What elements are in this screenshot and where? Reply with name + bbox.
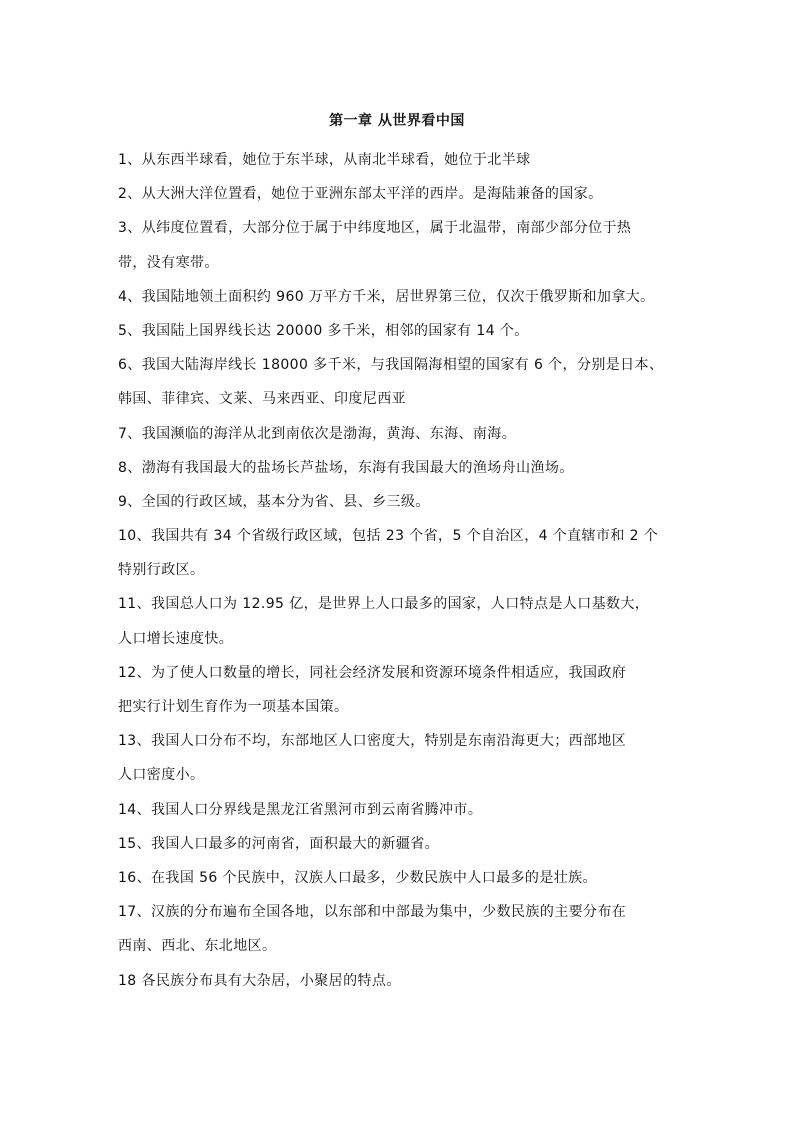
text-line: 5、我国陆上国界线长达 20000 多千米，相邻的国家有 14 个。 — [118, 322, 529, 339]
text-line: 16、在我国 56 个民族中，汉族人口最多，少数民族中人口最多的是壮族。 — [118, 869, 597, 886]
text-line: 14、我国人口分界线是黑龙江省黑河市到云南省腾冲市。 — [118, 801, 483, 818]
text-line: 12、为了使人口数量的增长，同社会经济发展和资源环境条件相适应，我国政府 — [118, 664, 627, 681]
text-line: 10、我国共有 34 个省级行政区域，包括 23 个省，5 个自治区，4 个直辖市和 2 个 — [118, 528, 659, 545]
chapter-title: 第一章 从世界看中国 — [329, 113, 465, 129]
text-line: 18 各民族分布具有大杂居，小聚居的特点。 — [118, 972, 401, 989]
text-line: 7、我国濒临的海洋从北到南依次是渤海，黄海、东海、南海。 — [118, 425, 517, 442]
text-line: 把实行计划生育作为一项基本国策。 — [118, 699, 349, 715]
text-line: 13、我国人口分布不均，东部地区人口密度大，特别是东南沿海更大；西部地区 — [118, 733, 627, 750]
text-line: 3、从纬度位置看，大部分位于属于中纬度地区，属于北温带，南部少部分位于热 — [118, 220, 632, 237]
text-line: 人口增长速度快。 — [118, 630, 234, 647]
text-line: 8、渤海有我国最大的盐场长芦盐场，东海有我国最大的渔场舟山渔场。 — [118, 459, 574, 476]
text-line: 15、我国人口最多的河南省，面积最大的新疆省。 — [118, 835, 440, 852]
text-line: 人口密度小。 — [118, 767, 205, 784]
text-line: 17、汉族的分布遍布全国各地，以东部和中部最为集中，少数民族的主要分布在 — [118, 904, 627, 921]
text-line: 11、我国总人口为 12.95 亿，是世界上人口最多的国家，人口特点是人口基数大， — [118, 596, 650, 613]
content-body — [118, 143, 688, 998]
text-line: 带，没有寒带。 — [118, 254, 219, 271]
text-line: 韩国、菲律宾、文莱、马来西亚、印度尼西亚 — [118, 391, 406, 408]
text-line: 西南、西北、东北地区。 — [118, 938, 277, 955]
text-line: 1、从东西半球看，她位于东半球，从南北半球看，她位于北半球 — [118, 152, 531, 168]
text-line: 特别行政区。 — [118, 562, 205, 579]
text-line: 6、我国大陆海岸线长 18000 多千米，与我国隔海相望的国家有 6 个，分别是日本、 — [118, 357, 664, 374]
text-line: 9、全国的行政区域，基本分为省、县、乡三级。 — [118, 493, 430, 510]
text-line: 2、从大洲大洋位置看，她位于亚洲东部太平洋的西岸。是海陆兼备的国家。 — [118, 186, 603, 203]
text-line: 4、我国陆地领土面积约 960 万平方千米，居世界第三位，仅次于俄罗斯和加拿大。 — [118, 288, 655, 305]
